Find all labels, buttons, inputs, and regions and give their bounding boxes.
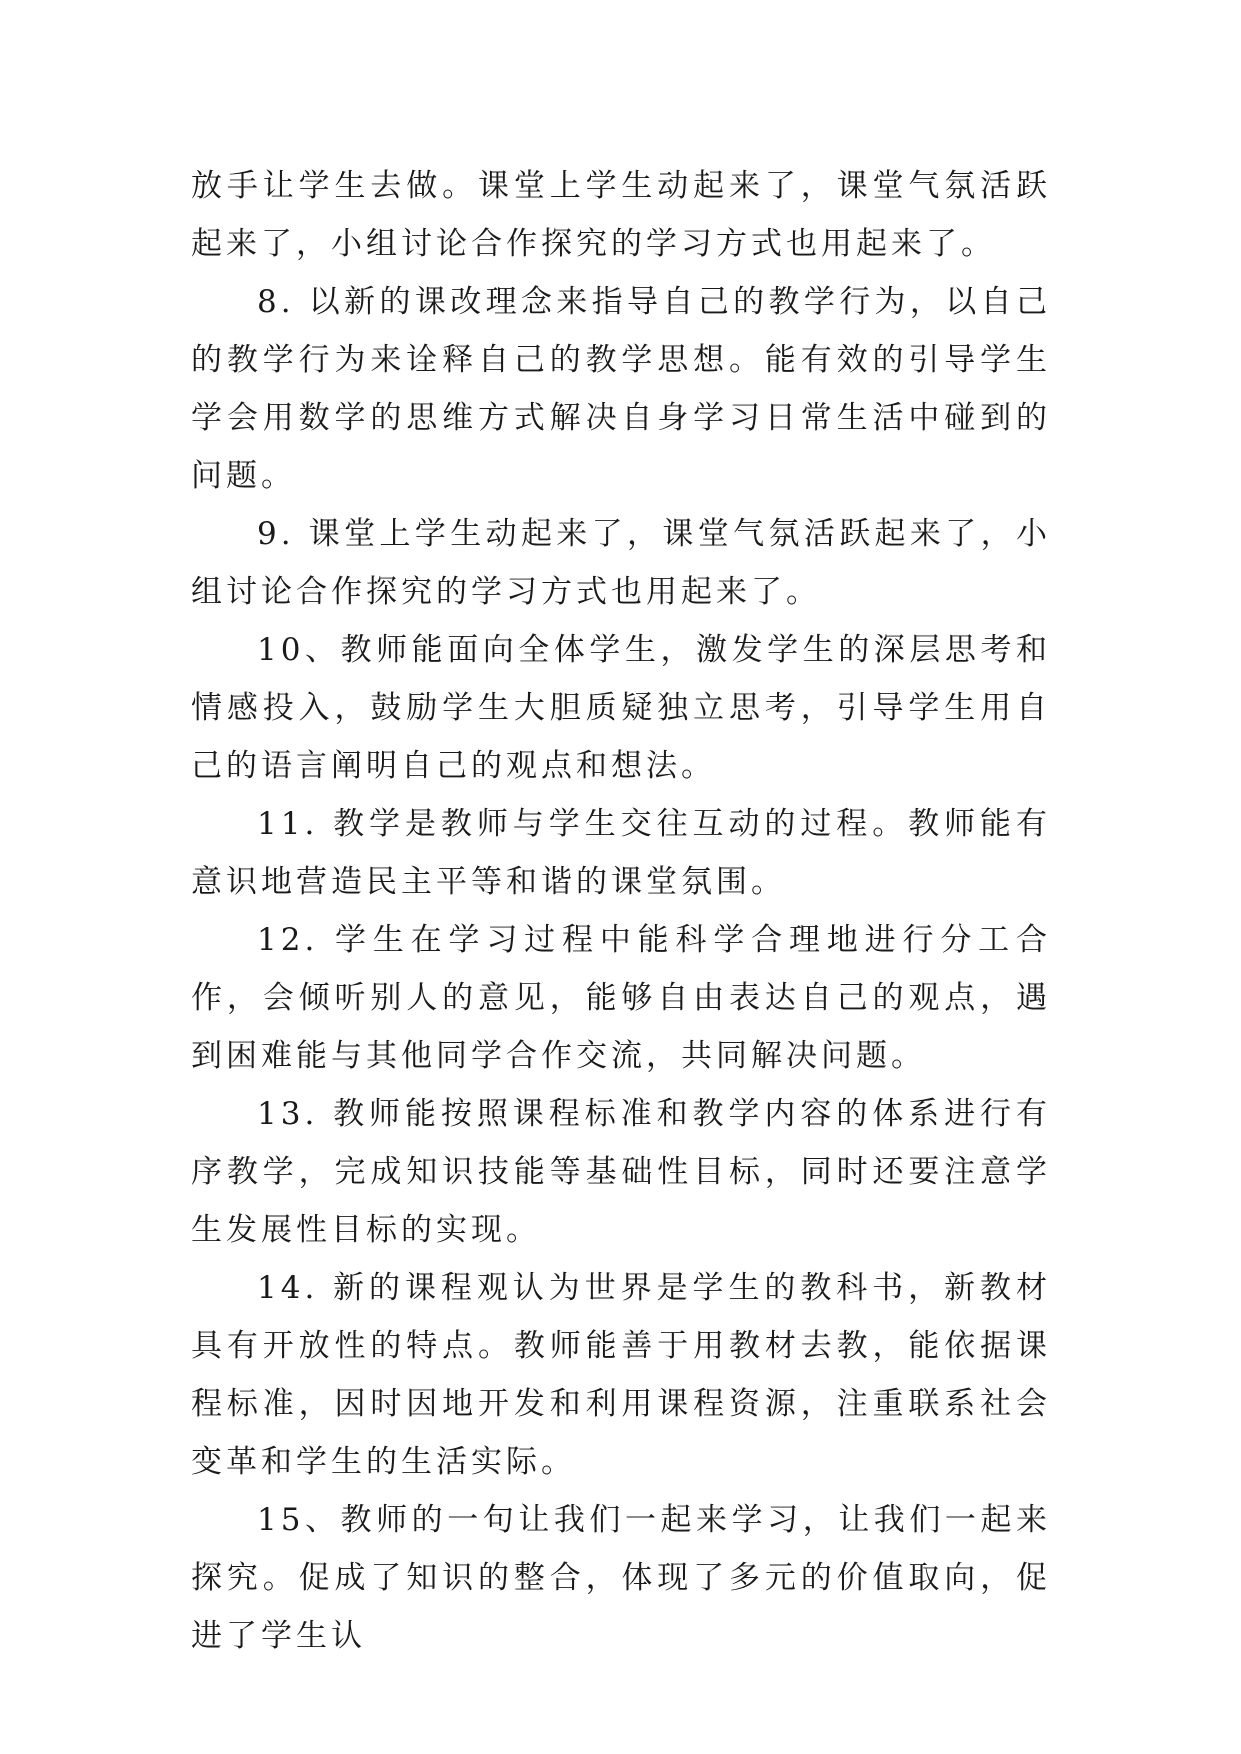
paragraph-item-13: 13. 教师能按照课程标准和教学内容的体系进行有序教学，完成知识技能等基础性目标，同时还要注意学生发展性目标的实现。 xyxy=(191,1096,1051,1248)
paragraph-item-8: 8. 以新的课改理念来指导自己的教学行为，以自己的教学行为来诠释自己的教学思想。能有效的引导学生学会用数学的思维方式解决自身学习日常生活中碰到的问题。 xyxy=(191,284,1051,494)
paragraph-item-15: 15、教师的一句让我们一起来学习，让我们一起来探究。促成了知识的整合，体现了多元的价值取向，促进了学生认 xyxy=(191,1502,1051,1654)
paragraph-item-11: 11. 教学是教师与学生交往互动的过程。教师能有意识地营造民主平等和谐的课堂氛围。 xyxy=(191,806,1051,900)
paragraph-item-9: 9. 课堂上学生动起来了，课堂气氛活跃起来了，小组讨论合作探究的学习方式也用起来了。 xyxy=(191,516,1051,610)
paragraph-item-12: 12. 学生在学习过程中能科学合理地进行分工合作，会倾听别人的意见，能够自由表达自己的观点，遇到困难能与其他同学合作交流，共同解决问题。 xyxy=(191,922,1051,1074)
paragraph-item-10: 10、教师能面向全体学生，激发学生的深层思考和情感投入，鼓励学生大胆质疑独立思考，引导学生用自己的语言阐明自己的观点和想法。 xyxy=(191,632,1051,784)
document-body xyxy=(191,157,1051,1665)
paragraph-item-14: 14. 新的课程观认为世界是学生的教科书，新教材具有开放性的特点。教师能善于用教材去教，能依据课程标准，因时因地开发和利用课程资源，注重联系社会变革和学生的生活实际。 xyxy=(191,1270,1051,1480)
paragraph-continuation: 放手让学生去做。课堂上学生动起来了，课堂气氛活跃起来了，小组讨论合作探究的学习方式也用起来了。 xyxy=(191,168,1051,262)
